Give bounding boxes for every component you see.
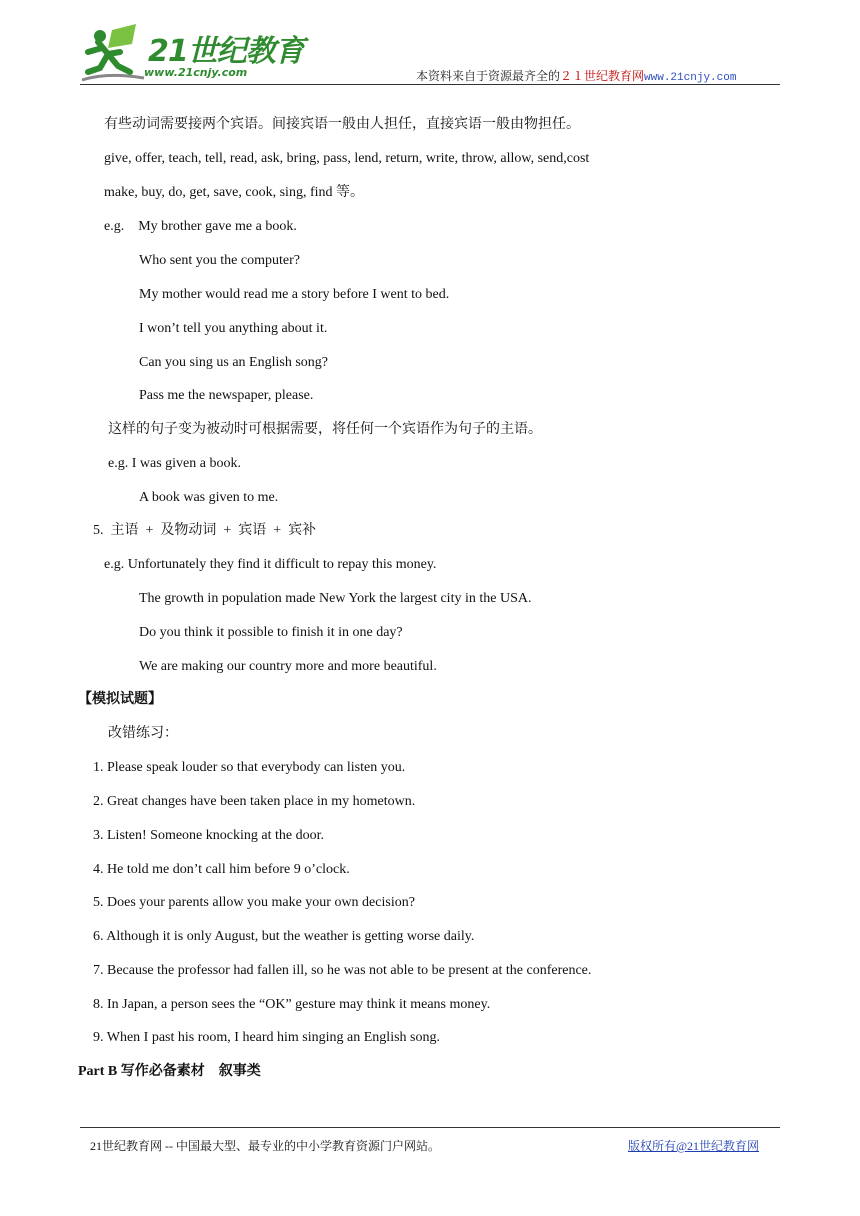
- exercise-item: 7. Because the professor had fallen ill, so he was not able to be present at the conference.: [93, 963, 592, 978]
- logo-text: 21世纪教育: [148, 34, 304, 69]
- example-line: My mother would read me a story before I went to bed.: [139, 287, 450, 302]
- exercise-item: 5. Does your parents allow you make your own decision?: [93, 895, 415, 910]
- exercise-item: 6. Although it is only August, but the weather is getting worse daily.: [93, 929, 475, 944]
- runner-icon: [78, 22, 148, 84]
- example-line: Do you think it possible to finish it in one day?: [139, 625, 403, 640]
- rule-heading: 5. 主语 + 及物动词 + 宾语 + 宾补: [93, 523, 317, 538]
- example-line: Pass me the newspaper, please.: [139, 388, 314, 403]
- example-line: e.g. My brother gave me a book.: [104, 219, 297, 234]
- exercise-item: 1. Please speak louder so that everybody can listen you.: [93, 760, 406, 775]
- example-line: The growth in population made New York the largest city in the USA.: [139, 591, 532, 606]
- site-logo: [78, 22, 304, 84]
- example-line: We are making our country more and more beautiful.: [139, 659, 437, 674]
- footer-divider: [80, 1127, 780, 1128]
- text-line: give, offer, teach, tell, read, ask, bring, pass, lend, return, write, throw, allow, send,cost: [104, 151, 590, 166]
- example-line: e.g. Unfortunately they find it difficult to repay this money.: [104, 557, 437, 572]
- example-line: e.g. I was given a book.: [108, 456, 241, 471]
- footer-text: 21世纪教育网 -- 中国最大型、最专业的中小学教育资源门户网站。: [90, 1139, 440, 1153]
- exercise-item: 4. He told me don’t call him before 9 o’clock.: [93, 862, 350, 877]
- exercise-item: 8. In Japan, a person sees the “OK” gesture may think it means money.: [93, 997, 491, 1012]
- header-divider: [80, 84, 780, 85]
- exercise-item: 2. Great changes have been taken place in my hometown.: [93, 794, 416, 809]
- exercise-item: 9. When I past his room, I heard him singing an English song.: [93, 1030, 440, 1045]
- logo-url: www.21cnjy.com: [144, 66, 248, 79]
- part-b-heading: Part B 写作必备素材 叙事类: [78, 1064, 261, 1079]
- exercise-title: 改错练习：: [108, 726, 178, 741]
- example-line: Who sent you the computer?: [139, 253, 300, 268]
- header-note: [416, 67, 736, 84]
- example-line: A book was given to me.: [139, 490, 279, 505]
- exercise-item: 3. Listen! Someone knocking at the door.: [93, 828, 324, 843]
- example-line: I won’t tell you anything about it.: [139, 321, 328, 336]
- header-note-prefix: 本资料来自于资源最齐全的: [416, 69, 561, 83]
- example-line: Can you sing us an English song?: [139, 355, 328, 370]
- section-heading: 【模拟试题】: [78, 692, 162, 707]
- text-line: make, buy, do, get, save, cook, sing, find 等。: [104, 185, 364, 200]
- header-note-site[interactable]: ２１世纪教育网: [560, 69, 645, 83]
- text-line: 这样的句子变为被动时可根据需要，将任何一个宾语作为句子的主语。: [108, 422, 542, 437]
- copyright-link[interactable]: 版权所有@21世纪教育网: [628, 1139, 760, 1153]
- text-line: 有些动词需要接两个宾语。间接宾语一般由人担任，直接宾语一般由物担任。: [104, 117, 580, 132]
- header-note-url[interactable]: www.21cnjy.com: [644, 72, 737, 84]
